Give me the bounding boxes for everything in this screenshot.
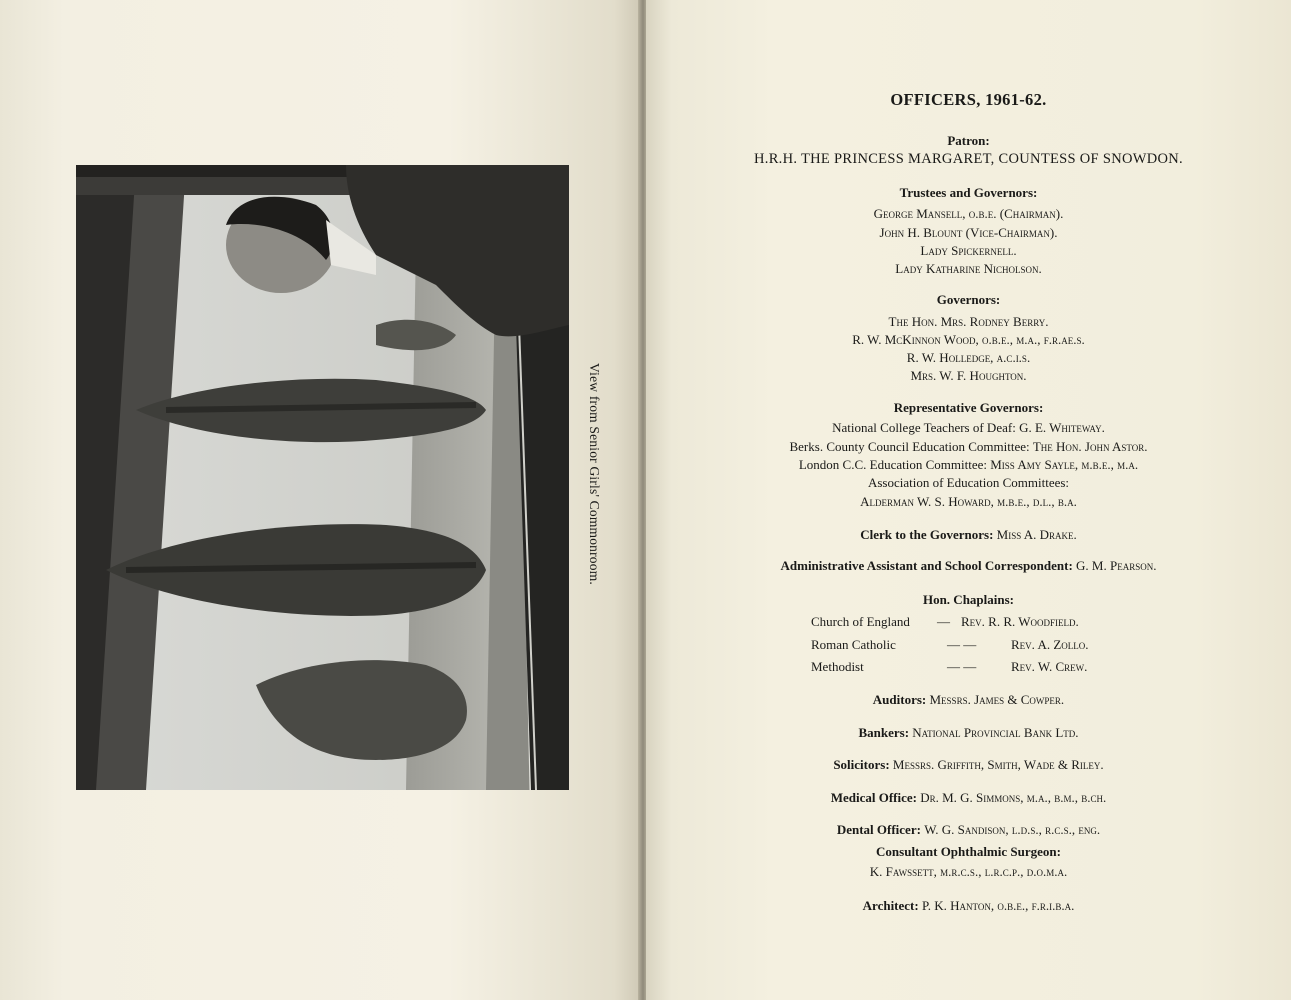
solicitors-name: Messrs. Griffith, Smith, Wade & Riley. bbox=[892, 757, 1104, 772]
representative-name: Alderman W. S. Howard, m.b.e., d.l., b.a. bbox=[860, 494, 1077, 509]
trustee-name: Lady Katharine Nicholson. bbox=[895, 261, 1042, 276]
chaplain-dash: — bbox=[937, 614, 950, 629]
representative-line bbox=[646, 439, 1291, 455]
representative-line bbox=[646, 475, 1291, 491]
dental-line bbox=[646, 822, 1291, 838]
patron-name: H.R.H. THE PRINCESS MARGARET, COUNTESS OF SNOWDON. bbox=[754, 151, 1183, 167]
auditors-label: Auditors: bbox=[872, 692, 927, 707]
page-title: OFFICERS, 1961-62. bbox=[890, 90, 1047, 109]
architect-label: Architect: bbox=[862, 898, 919, 913]
chaplain-name: Rev. W. Crew. bbox=[1011, 659, 1088, 674]
governors-heading: Governors: bbox=[936, 292, 1001, 307]
chaplains-heading: Hon. Chaplains: bbox=[922, 592, 1015, 607]
patron-heading: Patron: bbox=[947, 133, 990, 148]
trustees-heading: Trustees and Governors: bbox=[899, 185, 1038, 200]
auditors-line bbox=[646, 692, 1291, 708]
representative-name: The Hon. John Astor. bbox=[1032, 439, 1148, 454]
representative-body: London C.C. Education Committee: bbox=[798, 457, 987, 472]
representative-name: G. E. Whiteway. bbox=[1019, 420, 1105, 435]
representative-line bbox=[646, 494, 1291, 510]
ophthalmic-name: K. Fawssett, m.r.c.s., l.r.c.p., d.o.m.a. bbox=[869, 864, 1068, 879]
auditors-name: Messrs. James & Cowper. bbox=[929, 692, 1065, 707]
representative-body: Berks. County Council Education Committee: bbox=[789, 439, 1030, 454]
architect-line bbox=[646, 898, 1291, 914]
trustee-name: Lady Spickernell. bbox=[920, 243, 1017, 258]
representative-heading: Representative Governors: bbox=[893, 400, 1044, 415]
clerk-line bbox=[646, 527, 1291, 543]
clerk-label: Clerk to the Governors: bbox=[860, 527, 994, 542]
governor-name: Mrs. W. F. Houghton. bbox=[910, 368, 1027, 383]
chaplain-dash: — — bbox=[947, 659, 977, 674]
ophthalmic-heading: Consultant Ophthalmic Surgeon: bbox=[876, 844, 1061, 859]
officers-list bbox=[646, 0, 1291, 1000]
chaplain-church: Roman Catholic bbox=[811, 637, 896, 652]
representative-line bbox=[646, 457, 1291, 473]
admin-line bbox=[646, 558, 1291, 574]
dental-label: Dental Officer: bbox=[836, 822, 921, 837]
solicitors-line bbox=[646, 757, 1291, 773]
chaplain-dash: — — bbox=[947, 637, 977, 652]
governor-name: R. W. Holledge, a.c.i.s. bbox=[906, 350, 1031, 365]
governor-name: The Hon. Mrs. Rodney Berry. bbox=[888, 314, 1049, 329]
governor-name: R. W. McKinnon Wood, o.b.e., m.a., f.r.ae.s. bbox=[852, 332, 1085, 347]
chaplain-church: Methodist bbox=[811, 659, 864, 674]
medical-label: Medical Office: bbox=[830, 790, 917, 805]
bankers-label: Bankers: bbox=[858, 725, 910, 740]
bankers-name: National Provincial Bank Ltd. bbox=[912, 725, 1079, 740]
admin-name: G. M. Pearson. bbox=[1076, 558, 1157, 573]
dental-name: W. G. Sandison, l.d.s., r.c.s., eng. bbox=[924, 822, 1101, 837]
chaplain-name: Rev. R. R. Woodfield. bbox=[961, 614, 1079, 629]
representative-body: Association of Education Committees: bbox=[867, 475, 1070, 490]
clerk-name: Miss A. Drake. bbox=[996, 527, 1077, 542]
trustee-name: John H. Blount (Vice-Chairman). bbox=[879, 225, 1058, 240]
trustee-name: George Mansell, o.b.e. (Chairman). bbox=[873, 206, 1064, 221]
representative-name: Miss Amy Sayle, m.b.e., m.a. bbox=[990, 457, 1139, 472]
representative-line bbox=[646, 420, 1291, 436]
chaplain-name: Rev. A. Zollo. bbox=[1011, 637, 1089, 652]
admin-label: Administrative Assistant and School Correspondent: bbox=[780, 558, 1073, 573]
bankers-line bbox=[646, 725, 1291, 741]
architect-name: P. K. Hanton, o.b.e., f.r.i.b.a. bbox=[921, 898, 1075, 913]
photo-scene bbox=[76, 165, 569, 790]
chaplain-church: Church of England bbox=[811, 614, 910, 629]
representative-body: National College Teachers of Deaf: bbox=[832, 420, 1016, 435]
left-page bbox=[0, 0, 640, 1000]
photo-caption-text: View from Senior Girls' Commonroom. bbox=[587, 363, 602, 585]
medical-line bbox=[646, 790, 1291, 806]
medical-name: Dr. M. G. Simmons, m.a., b.m., b.ch. bbox=[920, 790, 1107, 805]
photograph bbox=[76, 165, 569, 790]
solicitors-label: Solicitors: bbox=[833, 757, 890, 772]
